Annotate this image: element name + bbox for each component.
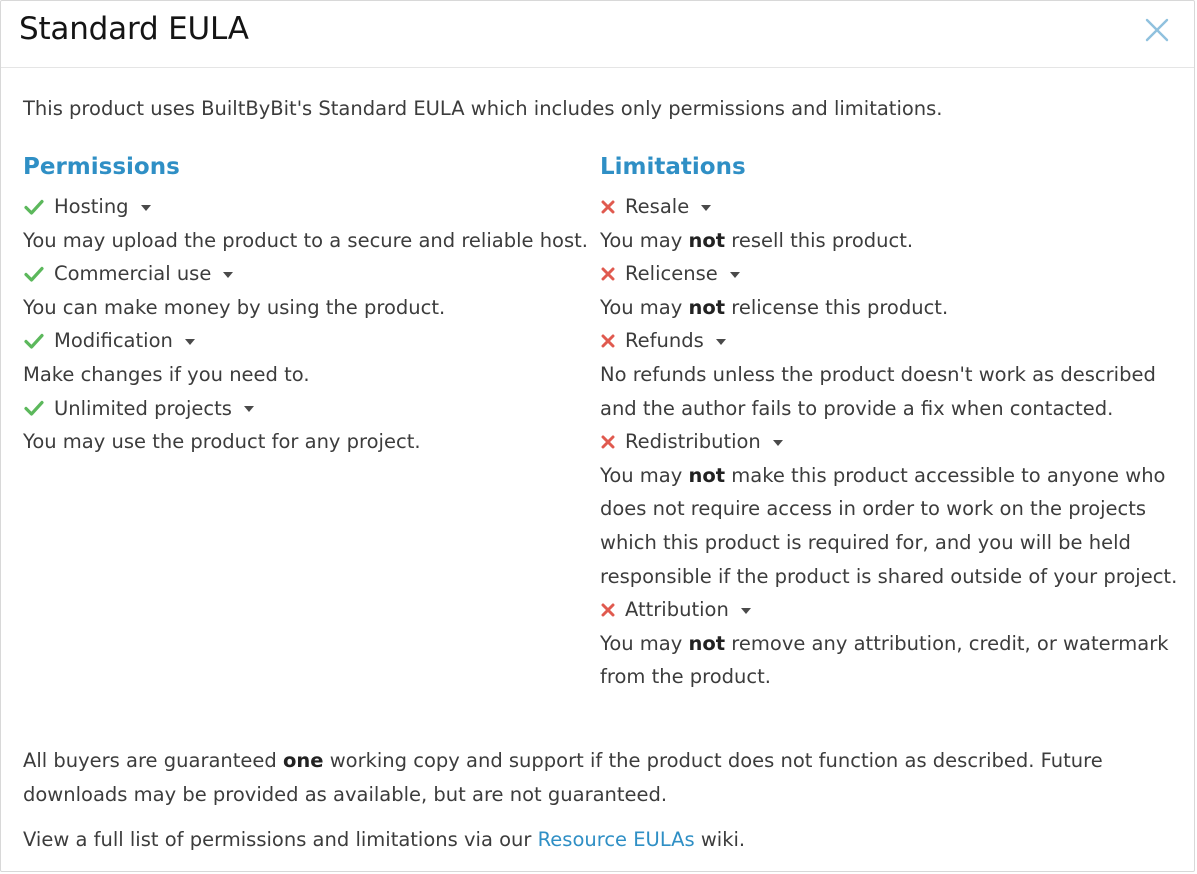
chevron-down-icon <box>773 440 783 446</box>
chevron-down-icon <box>223 272 233 278</box>
guarantee-text <box>23 744 1163 811</box>
resource-eulas-link[interactable]: Resource EULAs <box>537 828 695 851</box>
close-icon <box>1144 17 1170 43</box>
wiki-post: wiki. <box>694 828 746 851</box>
wiki-pre: View a full list of permissions and limitations via our <box>23 828 538 851</box>
desc-emphasis: not <box>688 463 726 487</box>
limitation-description <box>600 224 1180 258</box>
limitation-item <box>600 593 1180 694</box>
modal-title: Standard EULA <box>19 11 249 47</box>
limitation-toggle-resale[interactable] <box>600 190 1180 224</box>
desc-emphasis: not <box>688 228 726 252</box>
desc-emphasis: not <box>688 295 726 319</box>
intro-text: This product uses BuiltByBit's Standard EULA which includes only permissions and limitations. <box>23 97 943 120</box>
permission-item <box>23 324 598 391</box>
permissions-title: Permissions <box>23 154 180 180</box>
desc-text: make this product accessible to anyone who does not require access in order to work on the projects which this product is required for, and you will be held responsible if the product is shared outside of your project. <box>600 463 1178 588</box>
limitation-item <box>600 324 1180 425</box>
permission-description: Make changes if you need to. <box>23 362 310 386</box>
permission-item <box>23 190 598 257</box>
permission-label: Unlimited projects <box>54 396 232 420</box>
wiki-text <box>23 823 745 857</box>
desc-text: relicense this product. <box>725 295 949 319</box>
desc-text: You may <box>600 228 689 252</box>
chevron-down-icon <box>730 272 740 278</box>
limitation-toggle-redistribution[interactable] <box>600 425 1180 459</box>
permission-label: Modification <box>54 329 173 353</box>
desc-text: You may <box>600 295 689 319</box>
limitation-label: Resale <box>625 195 690 218</box>
chevron-down-icon <box>701 205 711 211</box>
limitation-label: Relicense <box>625 262 718 286</box>
check-icon <box>23 331 45 351</box>
limitation-description <box>600 627 1180 694</box>
limitation-toggle-refunds[interactable] <box>600 324 1180 358</box>
chevron-down-icon <box>244 406 254 412</box>
permission-toggle-hosting[interactable] <box>23 190 598 224</box>
permission-description: You can make money by using the product. <box>23 295 446 319</box>
chevron-down-icon <box>716 339 726 345</box>
permission-label: Commercial use <box>54 262 212 286</box>
desc-emphasis: not <box>688 631 726 655</box>
desc-text: remove any attribution, credit, or watermark from the product. <box>600 631 1169 689</box>
cross-icon <box>600 600 616 620</box>
cross-icon <box>600 432 616 452</box>
permission-toggle-modification[interactable] <box>23 324 598 358</box>
limitation-item <box>600 425 1180 593</box>
limitation-label: Refunds <box>625 329 704 353</box>
guarantee-pre: All buyers are guaranteed <box>23 749 283 772</box>
permissions-column <box>23 146 598 459</box>
limitations-title: Limitations <box>600 154 746 180</box>
limitation-item <box>600 190 1180 257</box>
permission-label: Hosting <box>54 195 129 218</box>
limitation-description <box>600 291 1180 325</box>
limitation-label: Attribution <box>625 598 729 622</box>
permission-toggle-unlimited-projects[interactable] <box>23 392 598 426</box>
permission-item <box>23 392 598 459</box>
close-button[interactable] <box>1144 17 1170 43</box>
guarantee-emphasis: one <box>282 749 324 772</box>
limitation-toggle-attribution[interactable] <box>600 593 1180 627</box>
limitation-toggle-relicense[interactable] <box>600 257 1180 291</box>
limitation-description <box>600 358 1180 425</box>
cross-icon <box>600 197 616 217</box>
desc-text: No refunds unless the product doesn't work as described and the author fails to provide a fix when contacted. <box>600 362 1156 420</box>
limitations-column <box>600 146 1180 694</box>
chevron-down-icon <box>185 339 195 345</box>
cross-icon <box>600 264 616 284</box>
chevron-down-icon <box>741 608 751 614</box>
permission-description: You may use the product for any project. <box>23 430 421 454</box>
check-icon <box>23 264 45 284</box>
check-icon <box>23 197 45 217</box>
modal-header <box>1 1 1194 68</box>
desc-text: resell this product. <box>725 228 914 252</box>
cross-icon <box>600 331 616 351</box>
limitation-description <box>600 459 1180 593</box>
chevron-down-icon <box>141 205 151 211</box>
permission-item <box>23 257 598 324</box>
desc-text: You may <box>600 631 689 655</box>
guarantee-post: working copy and support if the product does not function as described. Future downloads may be provided as available, but are not guaranteed. <box>23 749 1103 806</box>
limitation-label: Redistribution <box>625 430 761 454</box>
permission-description: You may upload the product to a secure and reliable host. <box>23 228 588 252</box>
check-icon <box>23 398 45 418</box>
limitation-item <box>600 257 1180 324</box>
desc-text: You may <box>600 463 689 487</box>
permission-toggle-commercial-use[interactable] <box>23 257 598 291</box>
